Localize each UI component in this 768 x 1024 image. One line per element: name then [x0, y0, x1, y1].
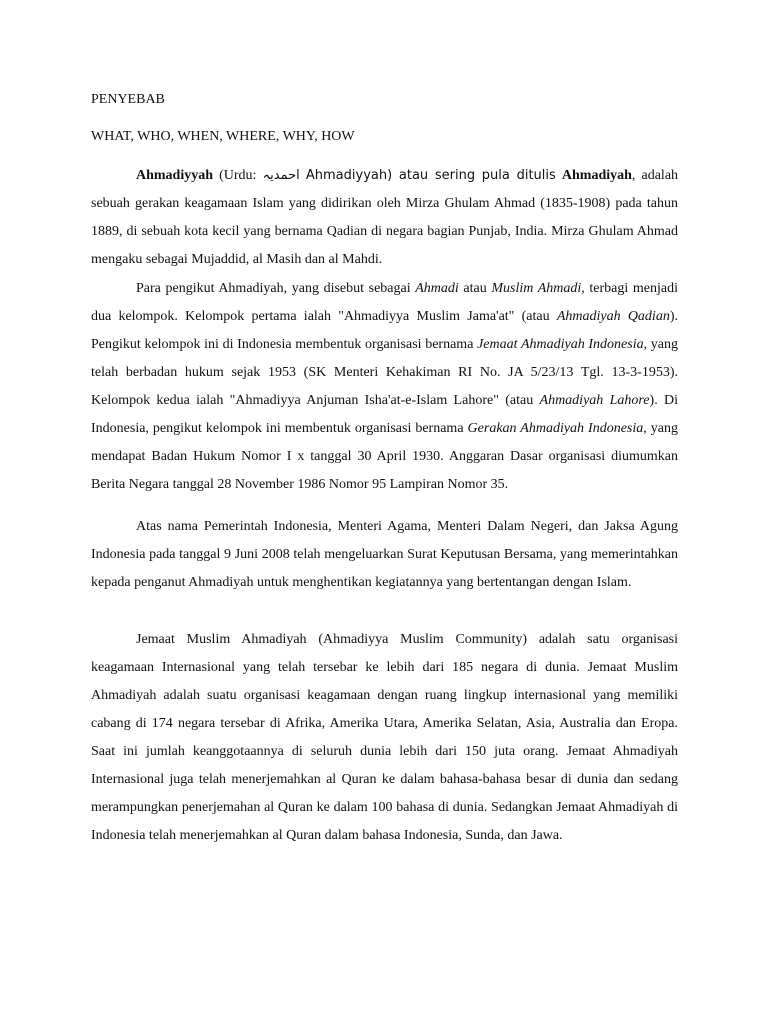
urdu-open: (Urdu: [219, 168, 257, 183]
paragraph-groups [91, 275, 678, 499]
paragraph-government-decree: Atas nama Pemerintah Indonesia, Menteri Agama, Menteri Dalam Negeri, dan Jaksa Agung Indonesia pada tanggal 9 Juni 2008 telah mengeluarkan Surat Keputusan Bersama, yang memerintahkan kepada penganut Ahmadiyah untuk menghentikan kegiatannya yang bertentangan dengan Islam. [91, 519, 678, 590]
urdu-script: احمدیہ [262, 168, 300, 183]
groups-text-2: atau [458, 281, 492, 296]
groups-text-4: ). Pengikut kelompok ini di Indonesia membentuk organisasi bernama [91, 309, 678, 352]
intro-text: , adalah sebuah gerakan keagamaan Islam yang didirikan oleh Mirza Ghulam Ahmad (1835-1908) pada tahun 1889, di sebuah kota kecil yang bernama Qadian di negara bagian Punjab, India. Mirza Ghulam Ahmad mengaku sebagai Mujaddid, al Masih dan al Mahdi. [91, 168, 679, 267]
groups-text-1: Para pengikut Ahmadiyah, yang disebut sebagai [136, 281, 416, 296]
term-gerakan-ahmadiyah-indonesia: Gerakan Ahmadiyah Indonesia [467, 421, 644, 436]
term-muslim-ahmadi: Muslim Ahmadi [491, 281, 582, 296]
document-title: PENYEBAB [91, 92, 165, 107]
urdu-latin: Ahmadiyyah) atau sering pula ditulis [305, 168, 556, 183]
groups-text-6: ). Di Indonesia, pengikut kelompok ini membentuk organisasi bernama [91, 393, 679, 436]
groups-text-5: , yang telah berbadan hukum sejak 1953 (SK Menteri Kehakiman RI No. JA 5/23/13 Tgl. 13-3-1953). Kelompok kedua ialah "Ahmadiyya Anjuman Isha'at-e-Islam Lahore" (atau [91, 337, 679, 408]
term-ahmadiyyah: Ahmadiyyah [136, 168, 214, 183]
paragraph-international: Jemaat Muslim Ahmadiyah (Ahmadiyya Muslim Community) adalah satu organisasi keagamaan Internasional yang telah tersebar ke lebih dari 185 negara di dunia. Jemaat Muslim Ahmadiyah adalah suatu organisasi keagamaan dengan ruang lingkup internasional yang memiliki cabang di 174 negara tersebar di Afrika, Amerika Utara, Amerika Selatan, Asia, Australia dan Eropa. Saat ini jumlah keanggotaannya di seluruh dunia lebih dari 150 juta orang. Jemaat Ahmadiyah Internasional juga telah menerjemahkan al Quran ke dalam bahasa-bahasa besar di dunia dan sedang merampungkan penerjemahan al Quran ke dalam 100 bahasa di dunia. Sedangkan Jemaat Ahmadiyah di Indonesia telah menerjemahkan al Quran dalam bahasa Indonesia, Sunda, dan Jawa. [91, 632, 678, 843]
document-subtitle: WHAT, WHO, WHEN, WHERE, WHY, HOW [91, 129, 355, 144]
paragraph-intro [91, 162, 678, 274]
term-jemaat-ahmadiyah-indonesia: Jemaat Ahmadiyah Indonesia [477, 337, 644, 352]
term-ahmadiyah-qadian: Ahmadiyah Qadian [556, 309, 670, 324]
term-ahmadi: Ahmadi [415, 281, 459, 296]
term-ahmadiyah: Ahmadiyah [561, 168, 632, 183]
groups-text-7: , yang mendapat Badan Hukum Nomor I x tanggal 30 April 1930. Anggaran Dasar organisasi diumumkan Berita Negara tanggal 28 November 1986 Nomor 95 Lampiran Nomor 35. [91, 421, 679, 492]
groups-text-3: , terbagi menjadi dua kelompok. Kelompok pertama ialah "Ahmadiyya Muslim Jama'at" (atau [91, 281, 678, 324]
term-ahmadiyah-lahore: Ahmadiyah Lahore [539, 393, 650, 408]
